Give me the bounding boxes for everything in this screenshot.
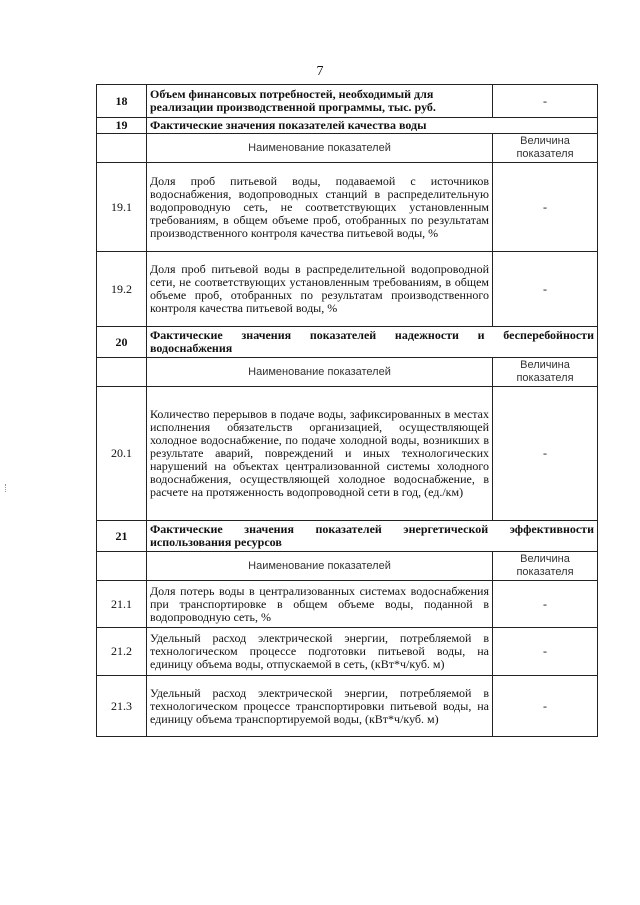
row-number: 21.1	[97, 581, 147, 628]
section-title: Фактические значения показателей надежности и бесперебойности водоснабжения	[147, 327, 598, 358]
indicator-value: -	[493, 628, 598, 676]
column-header-row	[97, 358, 598, 387]
section-header-row-21	[97, 521, 598, 552]
table-row-21-1	[97, 581, 598, 628]
header-name: Наименование показателей	[147, 552, 493, 581]
section-number: 19	[97, 118, 147, 134]
section-header-row-19	[97, 118, 598, 134]
indicator-value: -	[493, 85, 598, 118]
row-number: 21.3	[97, 676, 147, 737]
indicator-value: -	[493, 252, 598, 327]
row-text: Доля проб питьевой воды, подаваемой с источников водоснабжения, водопроводных станций в распределительную водопроводную сеть, не соответствующих установленным требованиям, в общем объеме проб, отобранных по результатам производственного контроля качества питьевой воды, %	[147, 163, 493, 252]
table-row-20-1	[97, 387, 598, 521]
empty-cell	[97, 358, 147, 387]
row-text: Удельный расход электрической энергии, потребляемой в технологическом процессе транспортировки питьевой воды, на единицу объема транспортируемой воды, (кВт*ч/куб. м)	[147, 676, 493, 737]
row-text: Доля проб питьевой воды в распределительной водопроводной сети, не соответствующих установленным требованиям, в общем объеме проб, отобранных по результатам производственного контроля качества питьевой воды, %	[147, 252, 493, 327]
section-number: 18	[97, 85, 147, 118]
header-value: Величина показателя	[493, 552, 598, 581]
section-title: Фактические значения показателей энергетической эффективности использования ресурсов	[147, 521, 598, 552]
table-row-21-2	[97, 628, 598, 676]
page-number: 7	[316, 64, 324, 79]
margin-mark	[5, 484, 8, 492]
indicator-value: -	[493, 163, 598, 252]
header-value: Величина показателя	[493, 134, 598, 163]
indicator-value: -	[493, 676, 598, 737]
section-number: 20	[97, 327, 147, 358]
indicator-value: -	[493, 581, 598, 628]
column-header-row	[97, 552, 598, 581]
section-title: Фактические значения показателей качества воды	[147, 118, 598, 134]
table-row-19-2	[97, 252, 598, 327]
row-number: 19.2	[97, 252, 147, 327]
empty-cell	[97, 552, 147, 581]
row-text: Удельный расход электрической энергии, потребляемой в технологическом процессе подготовки питьевой воды, на единицу объема воды, отпускаемой в сеть, (кВт*ч/куб. м)	[147, 628, 493, 676]
column-header-row	[97, 134, 598, 163]
empty-cell	[97, 134, 147, 163]
section-number: 21	[97, 521, 147, 552]
indicators-table	[96, 84, 598, 737]
section-title: Объем финансовых потребностей, необходимый для реализации производственной программы, тыс. руб.	[147, 85, 493, 118]
row-text: Количество перерывов в подаче воды, зафиксированных в местах исполнения обязательств организацией, осуществляющей холодное водоснабжение, по подаче холодной воды, возникших в результате аварий, повреждений и иных технологических нарушений на объектах централизованной системы холодного водоснабжения, осуществляющей холодное водоснабжение, в расчете на протяженность водопроводной сети в год, (ед./км)	[147, 387, 493, 521]
section-header-row-20	[97, 327, 598, 358]
table-row-19-1	[97, 163, 598, 252]
indicator-value: -	[493, 387, 598, 521]
table-row-21-3	[97, 676, 598, 737]
table-row-18	[97, 85, 598, 118]
row-number: 21.2	[97, 628, 147, 676]
header-name: Наименование показателей	[147, 358, 493, 387]
row-number: 19.1	[97, 163, 147, 252]
row-number: 20.1	[97, 387, 147, 521]
header-name: Наименование показателей	[147, 134, 493, 163]
header-value: Величина показателя	[493, 358, 598, 387]
row-text: Доля потерь воды в централизованных системах водоснабжения при транспортировке в общем объеме воды, поданной в водопроводную сеть, %	[147, 581, 493, 628]
